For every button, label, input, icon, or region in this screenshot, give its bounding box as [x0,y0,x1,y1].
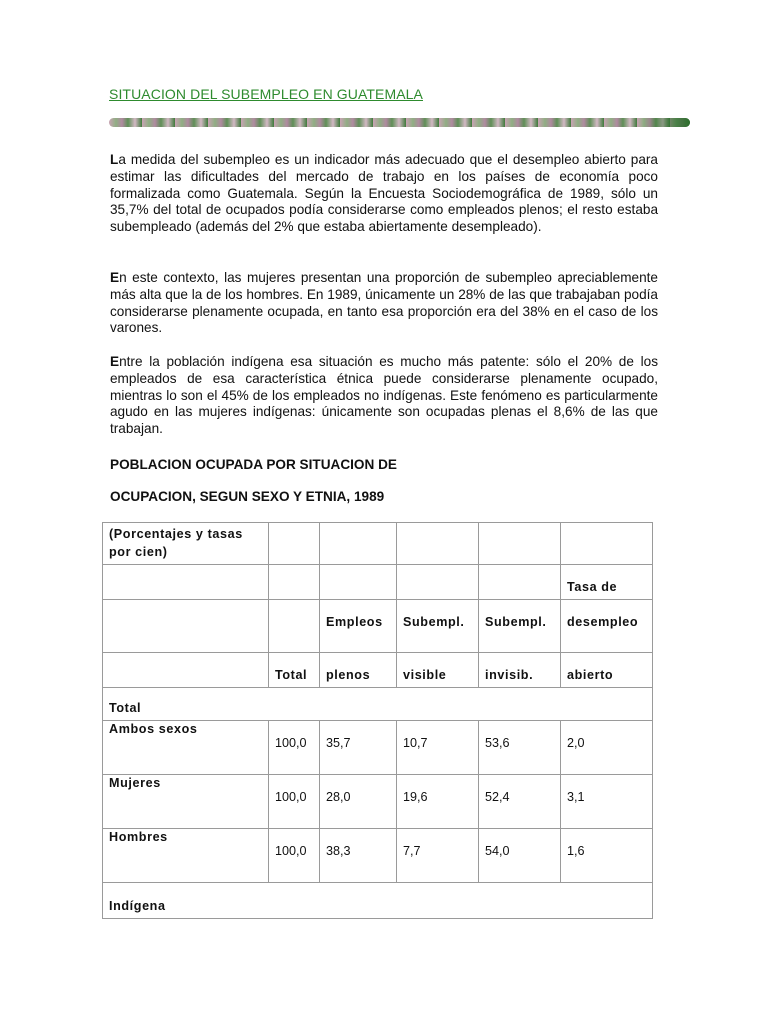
table-header-row [103,600,653,653]
table-row [103,829,653,883]
cell-visible: 19,6 [397,775,479,829]
decorative-divider [109,118,690,127]
cell-visible: 10,7 [397,721,479,775]
data-table [102,522,653,919]
header-total: Total [269,653,320,688]
header-tasa-line-1: Tasa de [561,565,653,600]
paragraph-1 [110,152,658,236]
table-heading-line-1: POBLACION OCUPADA POR SITUACION DE [110,457,397,472]
paragraph-3 [110,354,658,438]
paragraph-initial: L [110,152,119,167]
section-indigena-label: Indígena [103,883,653,919]
cell-plenos: 38,3 [320,829,397,883]
header-plenos: plenos [320,653,397,688]
table-section-row [103,688,653,721]
cell-plenos: 28,0 [320,775,397,829]
paragraph-text: ntre la población indígena esa situación es mucho más patente: sólo el 20% de los empleados de esa característica étnica puede considerarse plenamente ocupado, mientras lo son el 45% de los empleados no indígenas. Este fenómeno es particularmente agudo en las mujeres indígenas: únicamente son ocupadas plenas el 8,6% de las que trabajan. [110,354,658,437]
cell-plenos: 35,7 [320,721,397,775]
header-visible: visible [397,653,479,688]
table-row [103,775,653,829]
table-header-row [103,653,653,688]
header-tasa-line-2: desempleo [561,600,653,653]
cell-invisible: 53,6 [479,721,561,775]
header-empleos: Empleos [320,600,397,653]
page-title[interactable]: SITUACION DEL SUBEMPLEO EN GUATEMALA [109,86,423,102]
cell-invisible: 54,0 [479,829,561,883]
table-heading-line-2: OCUPACION, SEGUN SEXO Y ETNIA, 1989 [110,489,385,504]
cell-abierto: 1,6 [561,829,653,883]
cell-total: 100,0 [269,721,320,775]
paragraph-text: n este contexto, las mujeres presentan una proporción de subempleo apreciablemente más alta que la de los hombres. En 1989, únicamente un 28% de las que trabajaban podía considerarse plenamente ocupada, en tanto esa proporción era del 38% en el caso de los varones. [110,270,658,336]
header-invisib: invisib. [479,653,561,688]
paragraph-initial: E [110,354,120,369]
header-abierto: abierto [561,653,653,688]
cell-total: 100,0 [269,829,320,883]
paragraph-2 [110,270,658,337]
paragraph-text: a medida del subempleo es un indicador más adecuado que el desempleo abierto para estimar las dificultades del mercado de trabajo en los países de economía poco formalizada como Guatemala. Según la Encuesta Sociodemográfica de 1989, sólo un 35,7% del total de ocupados podía considerarse como empleados plenos; el resto estaba subempleado (además del 2% que estaba abiertamente desempleado). [110,152,658,235]
table-header-row [103,565,653,600]
cell-abierto: 2,0 [561,721,653,775]
section-total-label: Total [103,688,653,721]
header-subempl-invisible: Subempl. [479,600,561,653]
table-row [103,721,653,775]
table-caption-cell: (Porcentajes y tasas por cien) [103,523,269,565]
table-header-row [103,523,653,565]
table-section-row [103,883,653,919]
row-label: Mujeres [103,775,269,829]
cell-total: 100,0 [269,775,320,829]
cell-visible: 7,7 [397,829,479,883]
header-subempl-visible: Subempl. [397,600,479,653]
row-label: Hombres [103,829,269,883]
row-label: Ambos sexos [103,721,269,775]
cell-invisible: 52,4 [479,775,561,829]
paragraph-initial: E [110,270,120,285]
cell-abierto: 3,1 [561,775,653,829]
